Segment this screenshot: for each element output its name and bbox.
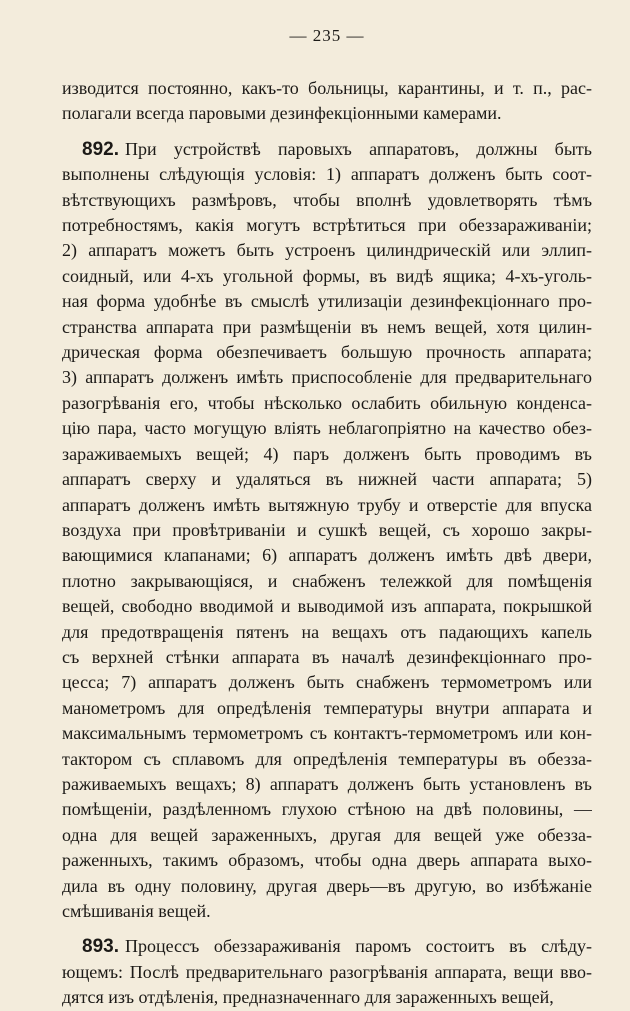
text-line <box>62 645 592 670</box>
line-text: цесса; 7) аппаратъ долженъ быть снабженъ термометромъ или <box>62 672 592 693</box>
line-text: тактором съ сплавомъ для опредѣленiя температуры въ обезза- <box>62 748 592 769</box>
line-text: воздуха при провѣтриванiи и сушкѣ вещей, съ хорошо закры- <box>62 519 592 540</box>
text-line <box>62 442 592 467</box>
text-line <box>62 213 592 238</box>
line-text: раженныхъ, такимъ образомъ, чтобы одна дверь аппарата выхо- <box>62 850 592 871</box>
text-line <box>62 416 592 441</box>
text-line <box>62 162 592 187</box>
line-text: вещей, свободно вводимой и выводимой изъ аппарата, покрышкой <box>62 596 592 617</box>
text-line <box>62 772 592 797</box>
line-text: дила въ одну половину, другая дверь—въ другую, во избѣжанiе <box>62 875 592 896</box>
paragraph-number: 893. <box>82 936 119 958</box>
line-text: плотно закрывающiяся, и снабженъ тележкой для помѣщенiя <box>62 570 592 591</box>
text-line <box>62 747 592 772</box>
paragraph <box>62 137 592 925</box>
text-line <box>62 569 592 594</box>
text-line <box>62 188 592 213</box>
line-text: максимальнымъ термометромъ съ контактъ-термометромъ или кон- <box>62 723 592 744</box>
line-text: манометромъ для опредѣленiя температуры внутри аппарата и <box>62 697 592 718</box>
line-text: для предотвращенiя пятенъ на вещахъ отъ падающихъ капель <box>62 621 592 642</box>
line-text: При устройствѣ паровыхъ аппаратовъ, должны быть <box>124 138 592 159</box>
text-line <box>62 238 592 263</box>
text-line <box>62 670 592 695</box>
text-line <box>62 289 592 314</box>
line-text: 2) аппаратъ можетъ быть устроенъ цилиндрическiй или эллип- <box>62 240 592 261</box>
line-text: аппаратъ сверху и удаляться въ нижней части аппарата; 5) <box>62 469 592 490</box>
text-line <box>62 264 592 289</box>
line-text: вающимися клапанами; 6) аппаратъ долженъ имѣть двѣ двери, <box>62 545 592 566</box>
line-text: полагали всегда паровыми дезинфекцiонными камерами. <box>62 103 502 124</box>
text-line <box>62 340 592 365</box>
text-line <box>62 823 592 848</box>
line-text: ющемъ: Послѣ предварительнаго разогрѣванiя аппарата, вещи вво- <box>62 961 592 982</box>
text-body <box>62 76 592 1011</box>
line-text: съ верхней стѣнки аппарата въ началѣ дезинфекцiоннаго про- <box>62 646 592 667</box>
paragraph <box>62 934 592 1010</box>
line-text: дрическая форма обезпечиваетъ большую прочность аппарата; <box>62 342 592 363</box>
line-text: цiю пара, часто могущую влiять неблагопрiятно на качество обез- <box>62 418 592 439</box>
line-text: раживаемыхъ вещахъ; 8) аппаратъ долженъ быть установленъ въ <box>62 773 592 794</box>
text-line <box>62 493 592 518</box>
line-text: аппаратъ долженъ имѣть вытяжную трубу и отверстiе для впуска <box>62 494 592 515</box>
text-line <box>62 874 592 899</box>
text-line <box>62 315 592 340</box>
line-text: потребностямъ, какiя могутъ встрѣтиться при обеззараживанiи; <box>62 215 592 236</box>
line-text: Процессъ обеззараживанiя паромъ состоитъ въ слѣду- <box>124 936 592 957</box>
line-text: одна для вещей зараженныхъ, другая для вещей уже обезза- <box>62 824 592 845</box>
text-line <box>62 137 592 162</box>
text-line <box>62 543 592 568</box>
line-text: выполнены слѣдующiя условiя: 1) аппаратъ долженъ быть соот- <box>62 164 592 185</box>
text-line <box>62 960 592 985</box>
text-line <box>62 365 592 390</box>
text-line <box>62 696 592 721</box>
line-text: вѣтствующихъ размѣровъ, чтобы вполнѣ удовлетворять тѣмъ <box>62 189 592 210</box>
line-text: смѣшиванiя вещей. <box>62 901 211 921</box>
text-line <box>62 985 592 1010</box>
text-line <box>62 467 592 492</box>
line-text: изводится постоянно, какъ-то больницы, карантины, и т. п., рас- <box>62 78 592 98</box>
text-line <box>62 76 592 101</box>
text-line <box>62 797 592 822</box>
paragraph-number: 892. <box>82 138 119 160</box>
line-text: разогрѣванiя его, чтобы нѣсколько ослабить обильную конденса- <box>62 392 592 413</box>
text-line <box>62 391 592 416</box>
line-text: странства аппарата при размѣщенiи въ немъ вещей, хотя цилин- <box>62 316 592 337</box>
paragraph <box>62 76 592 127</box>
line-text: 3) аппаратъ долженъ имѣть приспособленiе для предварительнаго <box>62 367 592 388</box>
text-line <box>62 721 592 746</box>
page-number: — 235 — <box>289 26 365 45</box>
text-line <box>62 594 592 619</box>
line-text: помѣщенiи, раздѣленномъ глухою стѣною на двѣ половины, — <box>62 799 592 820</box>
text-line <box>62 934 592 959</box>
text-line <box>62 848 592 873</box>
line-text: соидный, или 4-хъ угольной формы, въ видѣ ящика; 4-хъ-уголь- <box>62 265 592 286</box>
text-line <box>62 518 592 543</box>
text-line <box>62 899 592 924</box>
text-line <box>62 620 592 645</box>
text-line <box>62 101 592 126</box>
line-text: зараживаемыхъ вещей; 4) паръ долженъ быть проводимъ въ <box>62 443 592 464</box>
line-text: ная форма удобнѣе въ смыслѣ утилизацiи дезинфекцiоннаго про- <box>62 291 592 312</box>
line-text: дятся изъ отдѣленiя, предназначеннаго для зараженныхъ вещей, <box>62 987 554 1008</box>
